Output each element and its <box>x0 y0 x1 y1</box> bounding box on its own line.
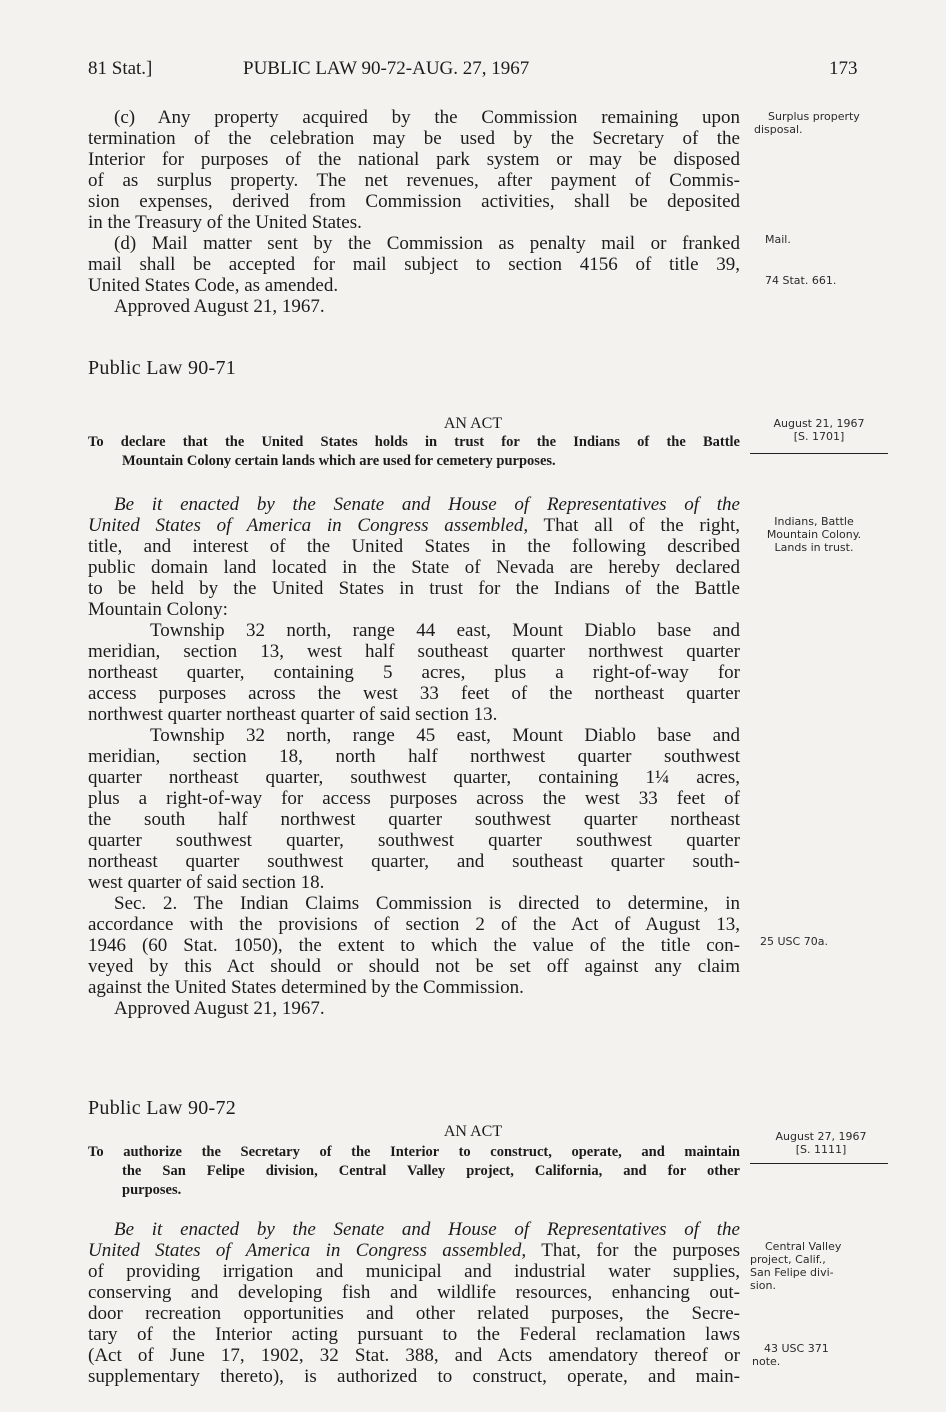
text-line: supplementary thereto), is authorized to construct, operate, and main- <box>88 1366 740 1387</box>
text-line: northeast quarter, containing 5 acres, plus a right-of-way for <box>88 662 740 683</box>
margin-note-indians: Indians, Battle Mountain Colony. Lands in trust. <box>766 515 862 554</box>
text-line: west quarter of said section 18. <box>88 872 325 893</box>
text-line: the San Felipe division, Central Valley project, California, and for other <box>122 1163 740 1179</box>
public-law-90-72-heading: Public Law 90-72 <box>88 1097 237 1119</box>
text-line: meridian, section 13, west half southeast quarter northwest quarter <box>88 641 740 662</box>
township-32-range-44 <box>88 620 740 725</box>
paragraph-c <box>88 107 740 233</box>
text-line: against the United States determined by the Commission. <box>88 977 524 998</box>
text-line: of as surplus property. The net revenues, after payment of Commis- <box>88 170 740 191</box>
text-line: Interior for purposes of the national park system or may be disposed <box>88 149 740 170</box>
text-line: Township 32 north, range 44 east, Mount Diablo base and <box>150 620 740 641</box>
text-line: (Act of June 17, 1902, 32 Stat. 388, and Acts amendatory thereof or <box>88 1345 740 1366</box>
text-line: veyed by this Act should or should not be set off against any claim <box>88 956 740 977</box>
text-line: plus a right-of-way for access purposes across the west 33 feet of <box>88 788 740 809</box>
text-line: (d) Mail matter sent by the Commission as penalty mail or franked <box>114 233 740 254</box>
margin-note-mail: Mail. <box>765 233 791 246</box>
text-line: Mountain Colony certain lands which are used for cemetery purposes. <box>122 453 556 469</box>
divider <box>750 1163 888 1164</box>
text-line: tary of the Interior acting pursuant to the Federal reclamation laws <box>88 1324 740 1345</box>
text-line: 1946 (60 Stat. 1050), the extent to which the value of the title con- <box>88 935 740 956</box>
text-line: sion expenses, derived from Commission activities, shall be deposited <box>88 191 740 212</box>
text-line: the south half northwest quarter southwest quarter northeast <box>88 809 740 830</box>
text-line: northeast quarter southwest quarter, and southeast quarter south- <box>88 851 740 872</box>
margin-note-date-90-72: August 27, 1967 [S. 1111] <box>775 1130 867 1156</box>
text-line <box>88 1219 740 1240</box>
approved-date-2: Approved August 21, 1967. <box>114 998 325 1019</box>
text-line: quarter northeast quarter, southwest quarter, containing 1¼ acres, <box>88 767 740 788</box>
section-2 <box>88 893 740 998</box>
margin-note-central-valley: Central Valley project, Calif., San Felipe divi- sion. <box>750 1240 842 1292</box>
text-line: To declare that the United States holds in trust for the Indians of the Battle <box>88 434 740 450</box>
text-line <box>88 515 740 536</box>
text-line: conserving and developing fish and wildlife resources, enhancing out- <box>88 1282 740 1303</box>
italic-text: United States of America in Congress assembled, <box>88 1240 527 1261</box>
text: That, for the purposes <box>526 1240 741 1261</box>
township-32-range-45 <box>88 725 740 893</box>
text-line: Mountain Colony: <box>88 599 228 620</box>
italic-text: Be it enacted by the Senate and House of Representatives of the <box>114 1219 740 1240</box>
text: That all of the right, <box>528 515 741 536</box>
an-act-label-2: AN ACT <box>443 1123 503 1140</box>
margin-note-74-stat-661: 74 Stat. 661. <box>765 274 837 287</box>
header-title: PUBLIC LAW 90-72-AUG. 27, 1967 <box>243 58 530 79</box>
text-line: (c) Any property acquired by the Commission remaining upon <box>114 107 740 128</box>
text-line: To authorize the Secretary of the Interior to construct, operate, and maintain <box>88 1144 740 1160</box>
text-line: termination of the celebration may be used by the Secretary of the <box>88 128 740 149</box>
margin-note-43-usc-371: 43 USC 371 note. <box>752 1342 829 1368</box>
enacting-clause-90-72 <box>88 1219 740 1387</box>
text-line: access purposes across the west 33 feet of the northeast quarter <box>88 683 740 704</box>
enacting-clause-90-71 <box>88 494 740 620</box>
text-line: of providing irrigation and municipal and industrial water supplies, <box>88 1261 740 1282</box>
act-title-90-71 <box>88 433 740 471</box>
page-number: 173 <box>829 58 858 79</box>
text-line: meridian, section 18, north half northwest quarter southwest <box>88 746 740 767</box>
italic-text: United States of America in Congress assembled, <box>88 515 529 536</box>
act-title-90-72 <box>88 1143 740 1200</box>
text-line: public domain land located in the State of Nevada are hereby declared <box>88 557 740 578</box>
approved-date-1: Approved August 21, 1967. <box>114 296 325 317</box>
divider <box>750 453 888 454</box>
text-line <box>88 494 740 515</box>
text-line: in the Treasury of the United States. <box>88 212 362 233</box>
paragraph-d <box>88 233 740 296</box>
text-line: mail shall be accepted for mail subject to section 4156 of title 39, <box>88 254 740 275</box>
text-line: title, and interest of the United States in the following described <box>88 536 740 557</box>
margin-note-25-usc-70a: 25 USC 70a. <box>760 935 828 948</box>
header-stat-ref: 81 Stat.] <box>88 58 153 79</box>
text-line: Sec. 2. The Indian Claims Commission is directed to determine, in <box>114 893 740 914</box>
text-line: northwest quarter northeast quarter of said section 13. <box>88 704 498 725</box>
text-line: Township 32 north, range 45 east, Mount Diablo base and <box>150 725 740 746</box>
text-line: United States Code, as amended. <box>88 275 339 296</box>
margin-note-surplus: Surplus property disposal. <box>754 110 860 136</box>
text-line <box>88 1240 740 1261</box>
text-line: door recreation opportunities and other related purposes, the Secre- <box>88 1303 740 1324</box>
text-line: purposes. <box>122 1182 182 1198</box>
italic-text: Be it enacted by the Senate and House of Representatives of the <box>114 494 740 515</box>
text-line: accordance with the provisions of section 2 of the Act of August 13, <box>88 914 740 935</box>
an-act-label-1: AN ACT <box>443 415 503 432</box>
public-law-90-71-heading: Public Law 90-71 <box>88 357 237 379</box>
text-line: to be held by the United States in trust for the Indians of the Battle <box>88 578 740 599</box>
margin-note-date-90-71: August 21, 1967 [S. 1701] <box>773 417 865 443</box>
text-line: quarter southwest quarter, southwest quarter southwest quarter <box>88 830 740 851</box>
